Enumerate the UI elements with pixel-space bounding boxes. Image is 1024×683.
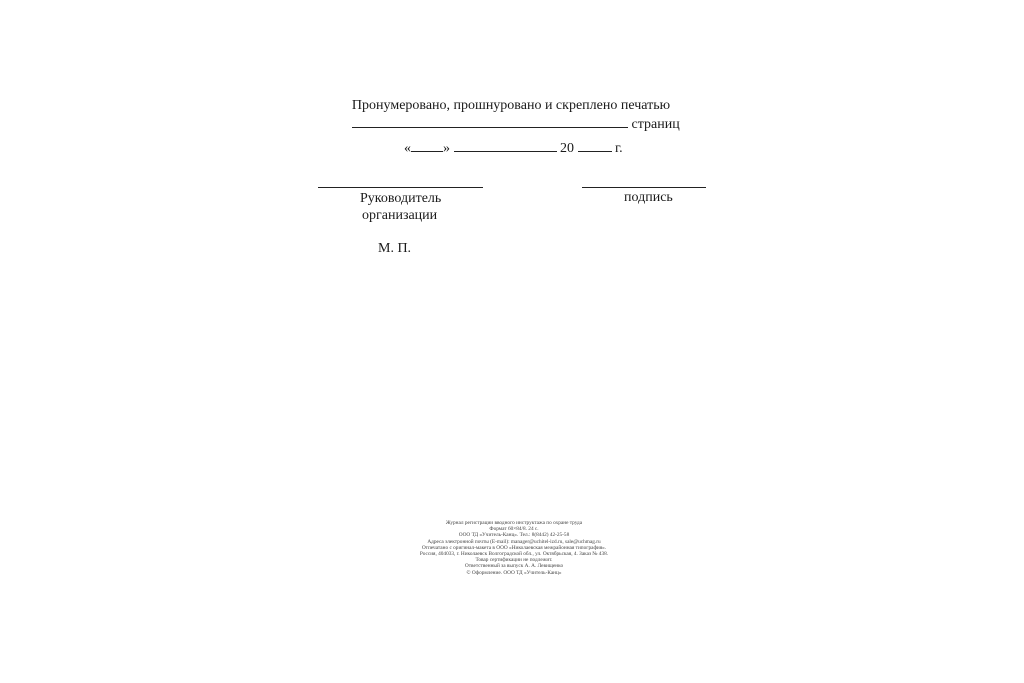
- head-label-line1: Руководитель: [360, 191, 442, 206]
- year-prefix: 20: [560, 141, 574, 156]
- pages-blank: [352, 115, 628, 128]
- imprint-line: Ответственный за выпуск А. А. Левищенко: [464, 563, 564, 570]
- imprint-line: Товар сертификации не подлежит.: [475, 557, 553, 564]
- imprint-line: Формат 60×84/8. 24 с.: [489, 526, 539, 533]
- imprint-line: Отпечатано с оригинал-макета в ООО «Николаевская межрайонная типография».: [421, 544, 607, 551]
- day-blank: [411, 139, 443, 152]
- date-line: [404, 139, 623, 157]
- date-open-quote: «: [404, 141, 411, 156]
- pages-count-line: [352, 115, 680, 133]
- year-suffix: г.: [615, 141, 623, 156]
- imprint-line: Адреса электронной почты (E-mail): manager@uchitel-izd.ru, sale@uchmag.ru: [427, 538, 601, 545]
- imprint-block: [384, 520, 644, 576]
- imprint-line: Россия, 404033, г. Николаевск Волгоградской обл., ул. Октябрьская, 4. Заказ № 438.: [419, 551, 609, 558]
- stamp-label: М. П.: [378, 241, 412, 256]
- certification-text: Пронумеровано, прошнуровано и скреплено печатью: [351, 98, 671, 113]
- head-label-line2: организации: [362, 208, 438, 223]
- imprint-line: ООО ТД «Учитель-Канц». Тел.: 8(8442) 42-25-58: [458, 532, 570, 539]
- month-blank: [454, 139, 557, 152]
- year-blank: [578, 139, 612, 152]
- signature-line: [582, 187, 706, 188]
- certification-heading: [0, 98, 1024, 114]
- date-close-quote: »: [443, 141, 450, 156]
- head-signature-line: [318, 187, 483, 188]
- imprint-line: © Оформление. ООО ТД «Учитель-Канц»: [466, 569, 562, 576]
- head-label: [360, 190, 442, 224]
- signature-label: подпись: [624, 190, 673, 205]
- pages-label: страниц: [631, 117, 680, 132]
- imprint-line: Журнал регистрации вводного инструктажа по охране труда: [445, 520, 583, 526]
